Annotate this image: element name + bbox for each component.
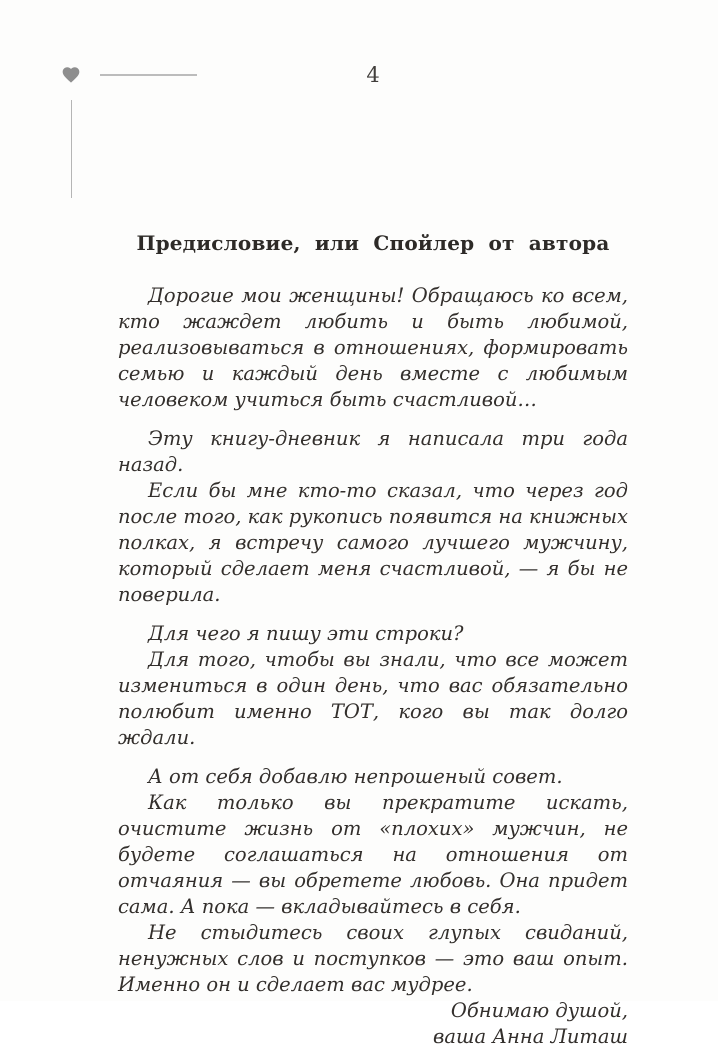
signature-line: Обнимаю душой, [450,999,628,1022]
text-block [118,283,628,413]
author-signature [118,998,628,1050]
paragraph: Как только вы прекратите искать, очистите жизнь от «плохих» мужчин, не будете соглашаться на отношения от отчаяния — вы обретете любовь. Она придет сама. А пока — вкладывайтесь в себя. [118,791,628,918]
signature-line: ваша Анна Литаш [433,1025,628,1048]
paragraph: Эту книгу-дневник я написала три года назад. [118,427,628,476]
paragraph: Дорогие мои женщины! Обращаюсь ко всем, кто жаждет любить и быть любимой, реализовываться в отношениях, формировать семью и каждый день вместе с любимым человеком учиться быть счастливой… [118,284,628,411]
paragraph: Для чего я пишу эти строки? [148,622,464,645]
text-block [118,621,628,751]
paragraph: Не стыдитесь своих глупых свиданий, ненужных слов и поступков — это ваш опыт. Именно он и сделает вас мудрее. [118,921,628,996]
page-content [118,230,628,1050]
text-block [118,764,628,998]
page-number: 4 [366,63,380,87]
paragraph: Для того, чтобы вы знали, что все может измениться в один день, что вас обязательно полюбит именно ТОТ, кого вы так долго ждали. [118,648,628,749]
text-block [118,426,628,608]
chapter-heading: Предисловие, или Спойлер от автора [136,231,610,255]
heart-icon [61,65,81,85]
paragraph: А от себя добавлю непрошеный совет. [148,765,563,788]
paragraph: Если бы мне кто-то сказал, что через год после того, как рукопись появится на книжных полках, я встречу самого лучшего мужчину, который сделает меня счастливой, — я бы не поверила. [118,479,628,606]
margin-rule [71,100,72,198]
